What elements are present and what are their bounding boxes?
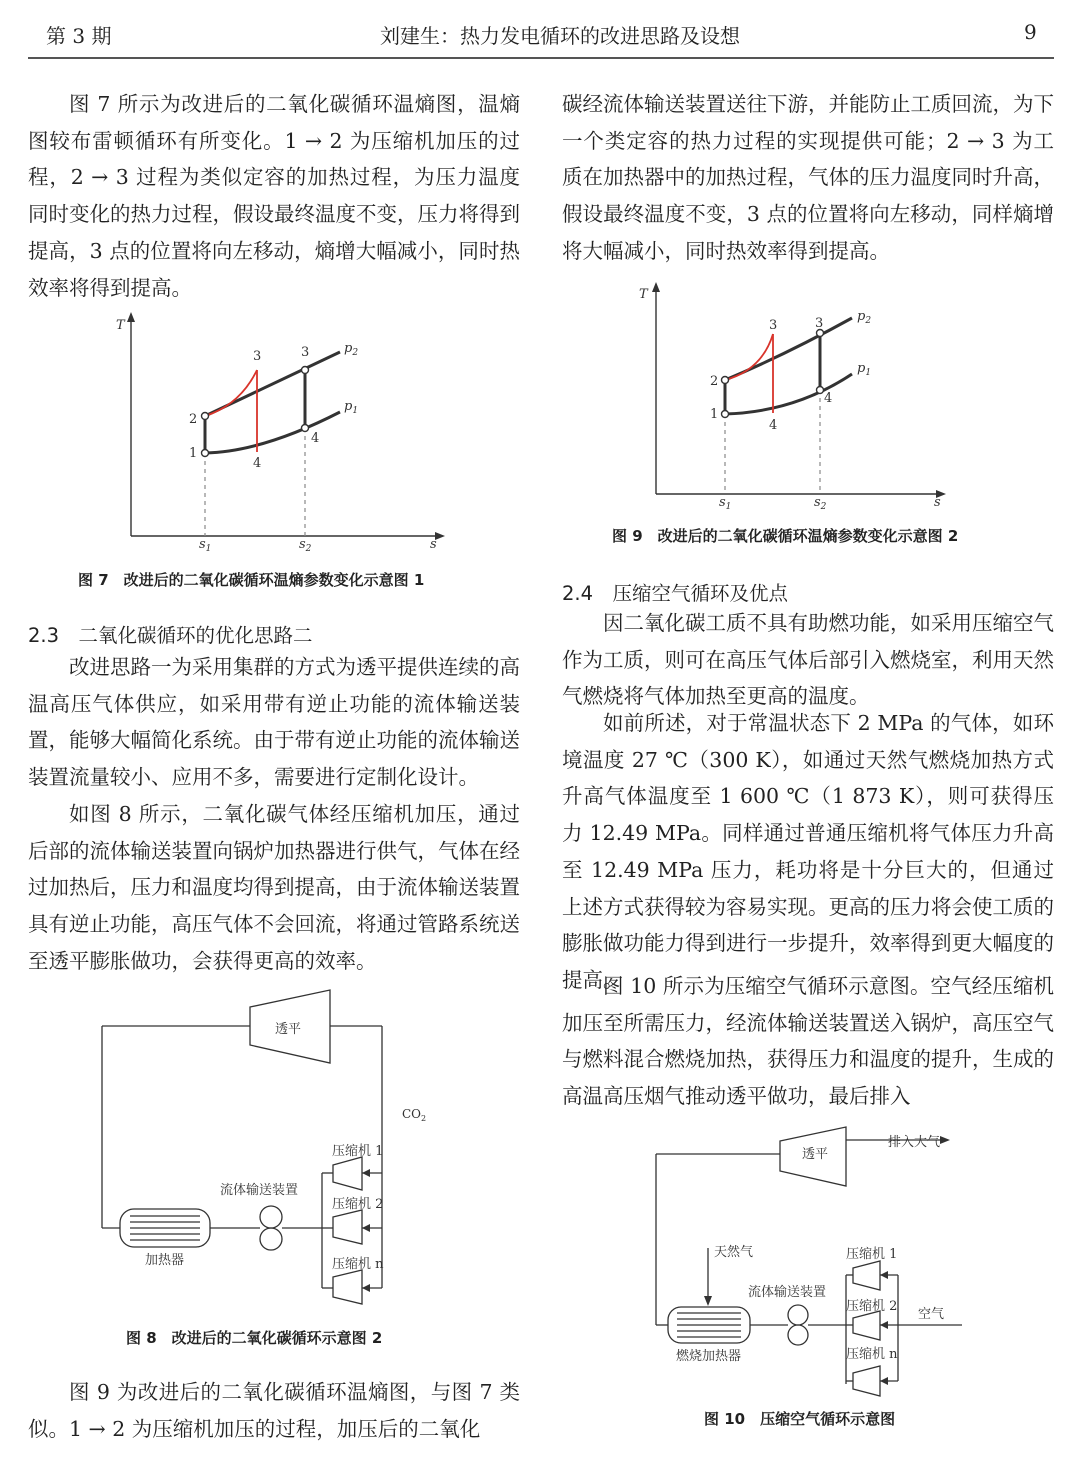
point-2-label: 2 (189, 412, 198, 427)
page-number: 9 (1024, 20, 1037, 44)
air-label: 空气 (918, 1307, 945, 1322)
s1-tick-9: $s_1$ (719, 495, 732, 512)
left-paragraph-4: 图 9 为改进后的二氧化碳循环温熵图，与图 7 类似。1 → 2 为压缩机加压的过程，加压后的二氧化 (28, 1380, 520, 1441)
compressor-n-label-10: 压缩机 n (846, 1347, 898, 1362)
s-axis-label: s (430, 537, 437, 552)
s1-tick: $s_1$ (199, 537, 212, 554)
left-paragraph-2: 改进思路一为采用集群的方式为透平提供连续的高温高压气体供应，如采用带有逆止功能的流体输送装置，能够大幅简化系统。由于带有逆止功能的流体输送装置流量较小、应用不多，需要进行定制化设计。 (28, 655, 520, 790)
p1-label-9: $p_1$ (857, 361, 872, 378)
turbine-label-10: 透平 (802, 1147, 829, 1162)
point-4-right-label: 4 (311, 431, 320, 446)
running-title: 刘建生：热力发电循环的改进思路及设想 (380, 24, 740, 48)
figure-8-schematic (90, 975, 450, 1315)
p1-label: $p_1$ (344, 399, 359, 416)
point-3-right-label: 3 (301, 345, 310, 360)
figure-10-schematic (640, 1120, 970, 1410)
s-axis-label-9: s (934, 495, 941, 510)
point-4-right-label-9: 4 (824, 391, 833, 406)
s2-tick: $s_2$ (299, 537, 312, 554)
section-2-4-heading: 2.4 压缩空气循环及优点 (562, 582, 789, 605)
combustion-heater-label: 燃烧加热器 (676, 1349, 742, 1364)
point-4-left-label-9: 4 (769, 418, 778, 433)
point-2-label-9: 2 (710, 374, 719, 389)
section-2-3-heading: 2.3 二氧化碳循环的优化思路二 (28, 624, 313, 647)
figure-9-ts-diagram (630, 280, 960, 515)
natural-gas-label: 天然气 (714, 1245, 754, 1260)
point-4-left-label: 4 (253, 456, 262, 471)
compressor-2-label: 压缩机 2 (332, 1197, 384, 1212)
transfer-device-label: 流体输送装置 (220, 1183, 299, 1198)
compressor-1-label-10: 压缩机 1 (846, 1247, 898, 1262)
point-1-label-9: 1 (710, 407, 719, 422)
left-paragraph-3: 如图 8 所示，二氧化碳气体经压缩机加压，通过后部的流体输送装置向锅炉加热器进行供气，气体在经过加热后，压力和温度均得到提高，由于流体输送装置具有逆止功能，高压气体不会回流，将通过管路系统送至透平膨胀做功，会获得更高的效率。 (28, 802, 520, 973)
right-paragraph-3: 如前所述，对于常温状态下 2 MPa 的气体，如环境温度 27 ℃（300 K），如通过天然气燃烧加热方式升高气体温度至 1 600 ℃（1 873 K），则可获得压力 12.49 MPa。同样通过普通压缩机将气体压力升高至 12.49 MPa 压力，耗功将是十分巨大的，但通过上述方式获得较为容易实现。更高的压力将会使工质的膨胀做功能力得到进行一步提升，效率得到更大幅度的提高。 (562, 711, 1054, 992)
co2-label: $CO_2$ (402, 1107, 427, 1123)
left-paragraph-1: 图 7 所示为改进后的二氧化碳循环温熵图，温熵图较布雷顿循环有所变化。1 → 2 为压缩机加压的过程，2 → 3 过程为类似定容的加热过程，为压力温度同时变化的热力过程，假设最终温度不变，压力将得到提高，3 点的位置将向左移动，熵增大幅减小，同时热效率将得到提高。 (28, 92, 520, 300)
right-paragraph-1: 碳经流体输送装置送往下游，并能防止工质回流，为下一个类定容的热力过程的实现提供可能；2 → 3 为工质在加热器中的加热过程，气体的压力温度同时升高，假设最终温度不变，3 点的位置将向左移动，同样熵增将大幅减小，同时热效率得到提高。 (562, 92, 1054, 263)
s2-tick-9: $s_2$ (814, 495, 827, 512)
compressor-n-label: 压缩机 n (332, 1257, 384, 1272)
point-1-label: 1 (189, 446, 198, 461)
figure-9-caption: 图 9 改进后的二氧化碳循环温熵参数变化示意图 2 (612, 527, 959, 545)
figure-8-caption: 图 8 改进后的二氧化碳循环示意图 2 (126, 1329, 383, 1347)
point-3-left-label-9: 3 (769, 318, 778, 333)
compressor-1-label: 压缩机 1 (332, 1144, 384, 1159)
exhaust-label: 排入大气 (888, 1135, 941, 1150)
figure-10-caption: 图 10 压缩空气循环示意图 (704, 1410, 896, 1428)
t-axis-label-9: T (639, 287, 648, 302)
p2-label-9: $p_2$ (857, 309, 872, 326)
t-axis-label: T (116, 318, 125, 333)
right-paragraph-2: 因二氧化碳工质不具有助燃功能，如采用压缩空气作为工质，则可在高压气体后部引入燃烧室，利用天然气燃烧将气体加热至更高的温度。 (562, 611, 1054, 709)
right-paragraph-4: 图 10 所示为压缩空气循环示意图。空气经压缩机加压至所需压力，经流体输送装置送入锅炉，高压空气与燃料混合燃烧加热，获得压力和温度的提升，生成的高温高压烟气推动透平做功，最后排入 (562, 974, 1054, 1109)
turbine-label: 透平 (275, 1022, 302, 1037)
header-rule (28, 57, 1054, 59)
heater-label: 加热器 (145, 1253, 185, 1268)
figure-7-caption: 图 7 改进后的二氧化碳循环温熵参数变化示意图 1 (78, 571, 425, 589)
p2-label: $p_2$ (344, 341, 359, 358)
transfer-device-label-10: 流体输送装置 (748, 1285, 827, 1300)
point-3-left-label: 3 (253, 349, 262, 364)
compressor-2-label-10: 压缩机 2 (846, 1299, 898, 1314)
figure-7-ts-diagram (110, 308, 450, 558)
point-3-right-label-9: 3 (815, 316, 824, 331)
issue-number: 第 3 期 (46, 24, 112, 48)
